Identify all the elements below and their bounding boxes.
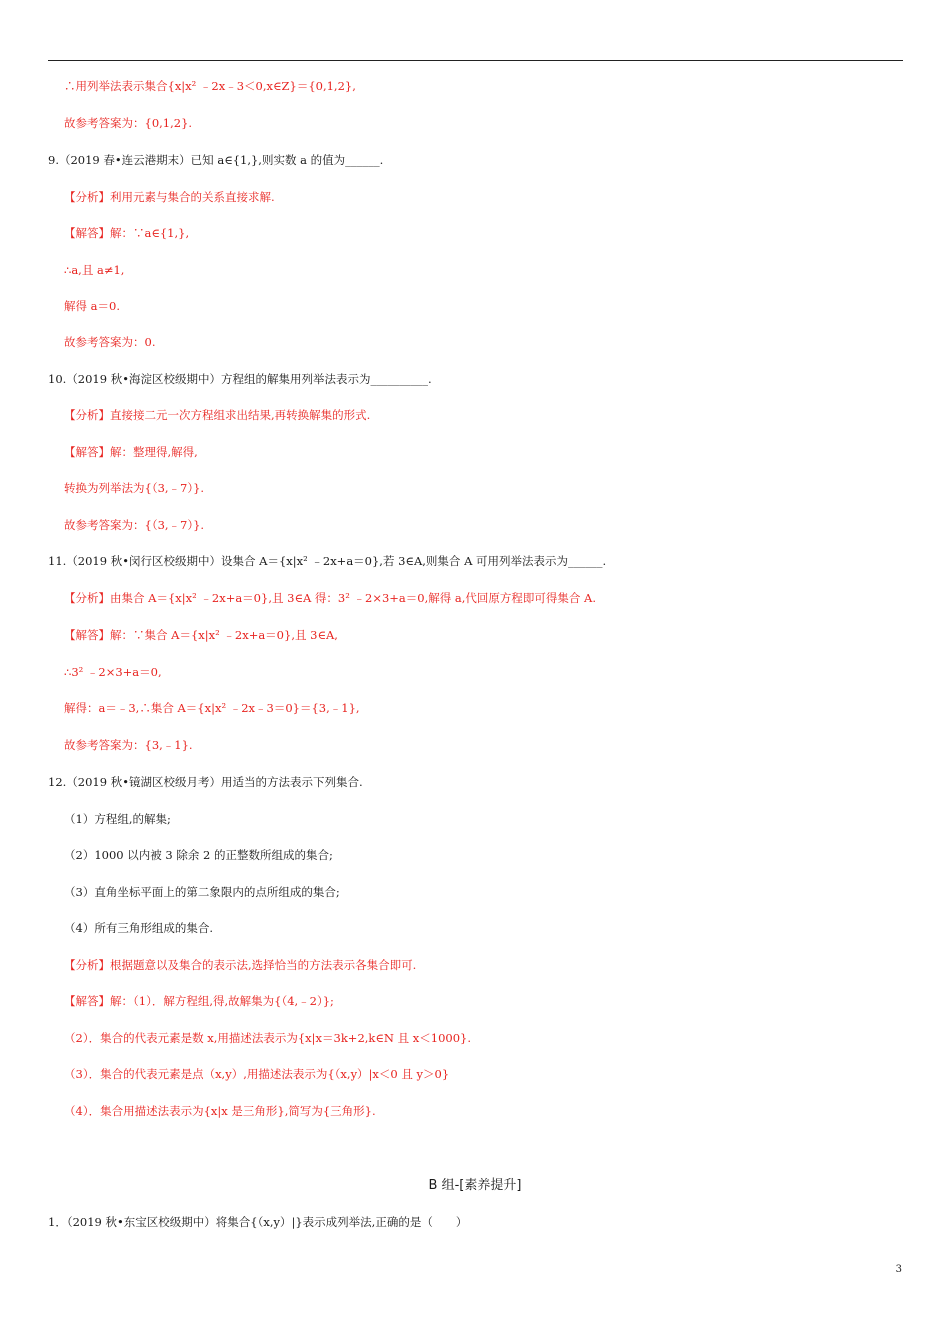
- text-line-6: ∴a,且 a≠1,: [64, 263, 125, 277]
- solution-10: 【解答】解：整理得,解得,: [64, 445, 198, 459]
- analysis-12: 【分析】根据题意以及集合的表示法,选择恰当的方法表示各集合即可.: [64, 958, 417, 972]
- question-12: 12.（2019 秋•镜湖区校级月考）用适当的方法表示下列集合.: [48, 775, 363, 789]
- question-12-part-3: （3）直角坐标平面上的第二象限内的点所组成的集合;: [64, 885, 340, 899]
- question-10: 10.（2019 秋•海淀区校级期中）方程组的解集用列举法表示为__________.: [48, 372, 432, 386]
- question-12-part-4: （4）所有三角形组成的集合.: [64, 921, 213, 935]
- solution-11: 【解答】解：∵集合 A＝{x|x² ﹣2x+a＝0},且 3∈A,: [64, 628, 338, 642]
- solution-12-part-3: （3）．集合的代表元素是点（x,y）,用描述法表示为{（x,y）|x＜0 且 y＞0}: [64, 1067, 450, 1081]
- text-line-1: ∴用列举法表示集合{x|x² ﹣2x﹣3＜0,x∈Z}＝{0,1,2},: [64, 79, 356, 93]
- answer-10: 故参考答案为：{（3,﹣7）}.: [64, 518, 205, 532]
- answer-11: 故参考答案为：{3,﹣1}.: [64, 738, 193, 752]
- text-line-7: 解得 a＝0.: [64, 299, 120, 313]
- question-12-part-1: （1）方程组,的解集;: [64, 812, 171, 826]
- solution-9: 【解答】解：∵a∈{1,},: [64, 226, 190, 240]
- question-12-part-2: （2）1000 以内被 3 除余 2 的正整数所组成的集合;: [64, 848, 333, 862]
- text-line-18: 解得：a＝﹣3,∴集合 A＝{x|x² ﹣2x﹣3＝0}＝{3,﹣1},: [64, 701, 360, 715]
- question-11: 11.（2019 秋•闵行区校级期中）设集合 A＝{x|x² ﹣2x+a＝0},若 3∈A,则集合 A 可用列举法表示为______.: [48, 554, 607, 568]
- text-line-2: 故参考答案为：{0,1,2}.: [64, 116, 193, 130]
- solution-12-part-4: （4）．集合用描述法表示为{x|x 是三角形},简写为{三角形}.: [64, 1104, 376, 1118]
- text-line-17: ∴3² ﹣2×3+a＝0,: [64, 665, 162, 679]
- question-b1: 1．（2019 秋•东宝区校级期中）将集合{（x,y）|}表示成列举法,正确的是（ ）: [48, 1215, 468, 1229]
- solution-12-part-1: 【解答】解：（1）．解方程组,得,故解集为{（4,﹣2）};: [64, 994, 334, 1008]
- analysis-11: 【分析】由集合 A＝{x|x² ﹣2x+a＝0},且 3∈A 得：3² ﹣2×3+a＝0,解得 a,代回原方程即可得集合 A.: [64, 591, 597, 605]
- analysis-9: 【分析】利用元素与集合的关系直接求解.: [64, 190, 275, 204]
- question-9: 9.（2019 春•连云港期末）已知 a∈{1,},则实数 a 的值为______.: [48, 153, 384, 167]
- text-line-12: 转换为列举法为{（3,﹣7）}.: [64, 481, 205, 495]
- analysis-10: 【分析】直接接二元一次方程组求出结果,再转换解集的形式.: [64, 408, 371, 422]
- section-title: B 组-[素养提升]: [428, 1178, 522, 1193]
- answer-9: 故参考答案为：0.: [64, 335, 156, 349]
- solution-12-part-2: （2）．集合的代表元素是数 x,用描述法表示为{x|x＝3k+2,k∈N 且 x＜1000}.: [64, 1031, 471, 1045]
- page-number: 3: [895, 1264, 902, 1275]
- header-rule: [48, 60, 903, 61]
